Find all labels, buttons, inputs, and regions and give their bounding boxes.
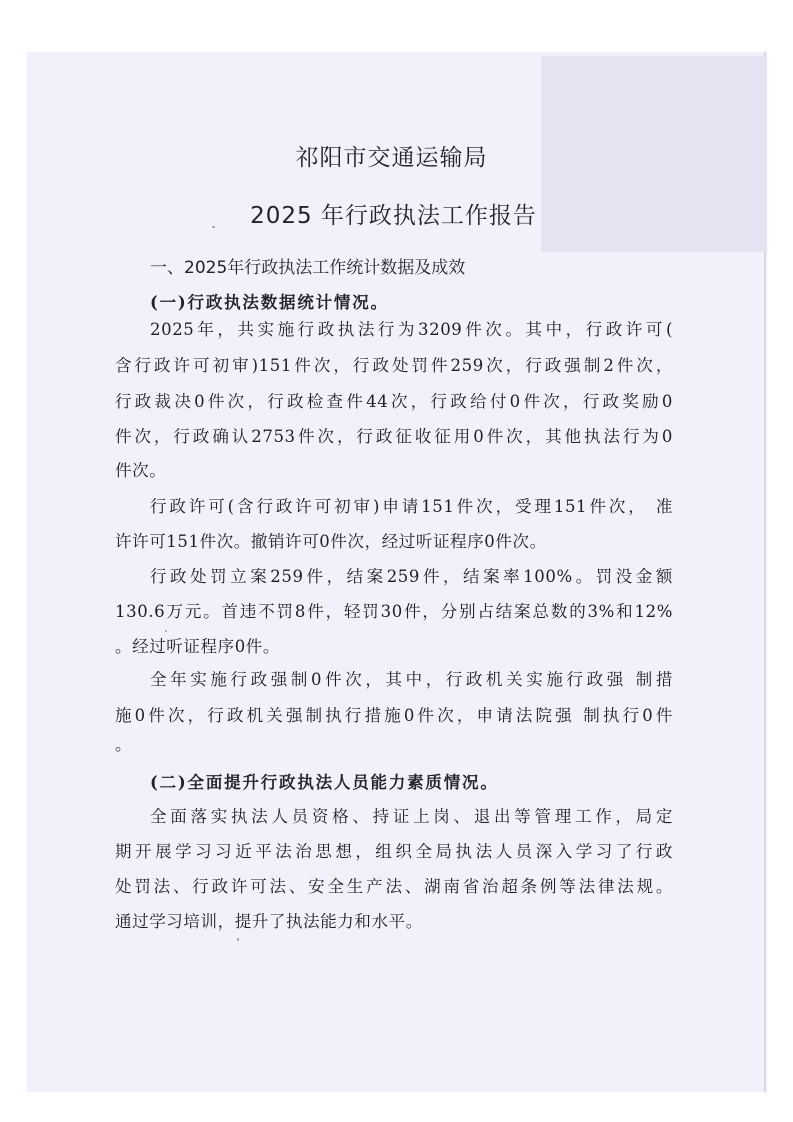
document-title-report: 2025 年行政执法工作报告 xyxy=(250,203,537,229)
body-line: 全面落实执法人员资格、持证上岗、退出等管理工作，局定 xyxy=(150,807,673,826)
body-line: 行政裁决0件次，行政检查件44次，行政给付0件次，行政奖励0 xyxy=(115,392,673,411)
body-line: 处罚法、行政许可法、安全生产法、湖南省治超条例等法律法规。 xyxy=(115,877,673,896)
body-line: 行政许可(含行政许可初审)申请151件次，受理151件次， 准 xyxy=(150,497,673,516)
body-line: 通过学习培训，提升了执法能力和水平。 xyxy=(115,912,423,931)
document-title-organization: 祁阳市交通运输局 xyxy=(295,145,488,171)
body-line: 含行政许可初审)151件次，行政处罚件259次，行政强制2件次， xyxy=(115,356,673,375)
body-line: 全年实施行政强制0件次，其中，行政机关实施行政强 制措 xyxy=(150,670,673,689)
scan-speck xyxy=(165,630,167,632)
body-line: 期开展学习习近平法治思想，组织全局执法人员深入学习了行政 xyxy=(115,842,673,861)
body-line: 。经过听证程序0件。 xyxy=(115,637,280,656)
body-line: 施0件次，行政机关强制执行措施0件次，申请法院强 制执行0件 xyxy=(115,706,673,725)
scan-speck xyxy=(212,226,215,228)
body-line: 。 xyxy=(115,735,133,754)
body-line: 行政处罚立案259件，结案259件，结案率100%。罚没金额 xyxy=(150,567,673,586)
body-line: 许许可151件次。撤销许可0件次，经过听证程序0件次。 xyxy=(115,532,547,551)
section-heading: 一、2025年行政执法工作统计数据及成效 xyxy=(150,258,466,278)
body-line: 2025年，共实施行政执法行为3209件次。其中，行政许可( xyxy=(150,320,673,339)
body-line: 130.6万元。首违不罚8件，轻罚30件，分别占结案总数的3%和12% xyxy=(115,602,673,621)
body-line: 件次。 xyxy=(115,461,167,480)
subsection-heading-capacity: (二)全面提升行政执法人员能力素质情况。 xyxy=(150,773,499,792)
subsection-heading-statistics: (一)行政执法数据统计情况。 xyxy=(150,293,389,312)
scan-speck xyxy=(237,938,239,941)
body-line: 件次，行政确认2753件次，行政征收征用0件次，其他执法行为0 xyxy=(115,427,673,446)
